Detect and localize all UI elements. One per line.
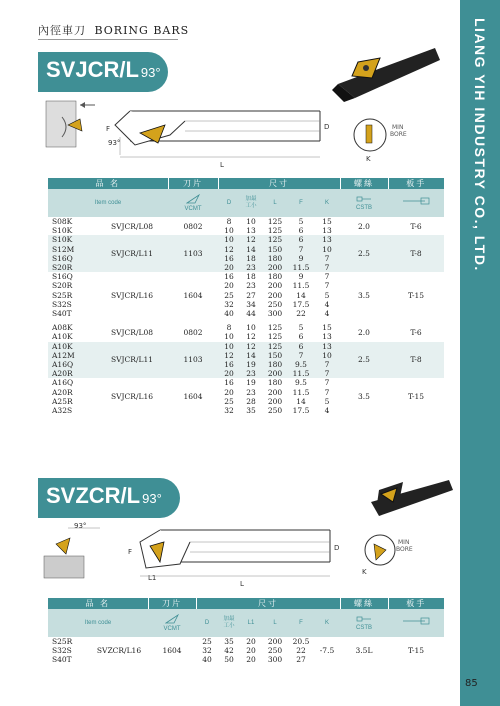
size-value: 20: [224, 369, 234, 379]
series-name: SVJCR/L11: [111, 249, 153, 259]
section2-title: [46, 483, 162, 509]
size-value: 7: [324, 272, 330, 282]
page-number: 85: [465, 678, 478, 689]
size-value: 7: [298, 244, 304, 254]
size-value: 15: [322, 323, 332, 333]
section2-header-row2: [48, 609, 444, 637]
size-value: 44: [246, 309, 256, 319]
size-value: 5: [324, 290, 330, 300]
section2-min-bore: MIN BORE: [396, 539, 413, 553]
section1-header-row1: [48, 178, 444, 189]
section1-dim-l: L: [220, 161, 224, 169]
h-screw-type-label: CSTB: [355, 205, 372, 211]
h-name: 品 名: [48, 178, 168, 189]
size-value: 32: [224, 299, 234, 309]
section1-dim-f: F: [106, 125, 111, 133]
item-code: A32S: [52, 406, 73, 416]
item-code: A25R: [52, 396, 73, 406]
size-value: 250: [267, 646, 283, 656]
table-row: [48, 217, 444, 226]
size-value: 200: [267, 637, 283, 646]
series-name: SVJCR/L11: [111, 355, 153, 365]
item-code: S25R: [52, 637, 73, 646]
size-value: 28: [246, 396, 256, 406]
size-value: 14: [296, 290, 306, 300]
size-value: 10: [322, 244, 332, 254]
size-value: 19: [246, 360, 256, 370]
size-value: 6: [298, 341, 304, 351]
section1-dim-angle: 93°: [108, 139, 121, 147]
h2-insert: 刀片: [148, 598, 196, 609]
size-value: 18: [246, 253, 256, 263]
size-value: 9: [298, 253, 304, 263]
item-code: S32S: [52, 646, 72, 656]
series-name: SVJCR/L16: [111, 392, 153, 402]
section1-dim-k: K: [366, 155, 371, 163]
size-value: 18: [246, 272, 256, 282]
item-code: S20R: [52, 281, 73, 291]
item-code: S40T: [52, 309, 72, 319]
size-value: 125: [267, 226, 283, 236]
size-value: 11.5: [292, 263, 310, 273]
section2-dim-l: L: [240, 580, 244, 588]
size-value: 14: [246, 244, 256, 254]
item-code: S20R: [52, 263, 73, 273]
item-code: A20R: [52, 369, 73, 379]
size-value: 7: [324, 263, 330, 273]
size-value: 7: [324, 378, 330, 388]
section1-name: SVJCR/L: [46, 57, 139, 82]
size-value: 12: [246, 341, 256, 351]
size-value: 250: [267, 406, 283, 416]
h2-wrench-icon-cell: [388, 609, 444, 637]
table-row: [48, 323, 444, 332]
size-value: 7: [298, 350, 304, 360]
item-code: S40T: [52, 655, 72, 665]
company-name: LIANG YIH INDUSTRY CO., LTD.: [472, 18, 488, 272]
h-wrench: 板手: [388, 178, 444, 189]
h2-wrench: 板手: [388, 598, 444, 609]
size-value: 9: [298, 272, 304, 282]
h-d: D: [218, 189, 240, 217]
h-k: K: [314, 189, 340, 217]
h2-size: 尺寸: [196, 598, 340, 609]
size-value: 200: [267, 396, 283, 406]
table-row: [48, 637, 444, 646]
size-value: 7: [324, 369, 330, 379]
size-value: 300: [267, 655, 283, 665]
table-row: [48, 235, 444, 244]
size-value: 16: [224, 378, 234, 388]
wrench-size: T-15: [407, 646, 425, 656]
screw-icon: [356, 195, 372, 203]
section2-tool-photo: [365, 472, 455, 522]
insert-code: 1103: [183, 249, 203, 259]
screw-size: 3.5: [358, 290, 370, 300]
size-value: 10: [224, 226, 234, 236]
item-code: A08K: [52, 323, 73, 333]
size-value: 23: [246, 369, 256, 379]
h2-l: L: [262, 609, 288, 637]
item-code: A16Q: [52, 360, 74, 370]
screw-size: 2.5: [358, 355, 370, 365]
header-cn-title: 內徑車刀: [38, 24, 86, 37]
size-value: 23: [246, 263, 256, 273]
size-value: 6: [298, 235, 304, 245]
h-screw-type: [340, 189, 388, 217]
h-insert: 刀片: [168, 178, 218, 189]
item-code: A10K: [52, 341, 73, 351]
size-value: 125: [267, 235, 283, 245]
size-value: 125: [267, 341, 283, 351]
h-min-bore: 加最 工小: [240, 189, 262, 217]
size-value: 14: [246, 350, 256, 360]
h2-d: D: [196, 609, 218, 637]
size-value: 16: [224, 360, 234, 370]
size-value: 150: [267, 350, 283, 360]
size-value: 5: [324, 396, 330, 406]
size-value: 20: [246, 655, 256, 665]
size-value: 180: [267, 360, 283, 370]
section1-dim-d: D: [324, 123, 330, 131]
h2-screw: 螺絲: [340, 598, 388, 609]
h-f: F: [288, 189, 314, 217]
size-value: 42: [224, 646, 234, 656]
wrench-size: T-15: [407, 290, 425, 300]
size-value: 13: [322, 341, 332, 351]
size-value: 125: [267, 323, 283, 333]
item-code: A10K: [52, 332, 73, 342]
section2-dim-angle: 93°: [74, 522, 87, 530]
size-value: 12: [224, 244, 234, 254]
size-value: 17.5: [292, 299, 310, 309]
table-row: [48, 272, 444, 281]
series-name: SVJCR/L08: [111, 327, 153, 337]
size-value: 200: [267, 369, 283, 379]
size-value: 13: [322, 235, 332, 245]
section2-name: SVZCR/L: [46, 483, 141, 508]
size-value: 9.5: [295, 378, 307, 388]
size-value: 16: [224, 253, 234, 263]
h2-screw-type: [340, 609, 388, 637]
size-value: 7: [324, 360, 330, 370]
item-code: S16Q: [52, 253, 73, 263]
insert-shape-icon: [186, 194, 200, 204]
size-value: 22: [296, 309, 306, 319]
section2-dim-d: D: [334, 544, 340, 552]
size-value: 10: [224, 341, 234, 351]
size-value: 20.5: [292, 637, 310, 646]
h-insert-type: [168, 189, 218, 217]
size-value: 13: [322, 226, 332, 236]
section1-spec-table: [48, 178, 444, 415]
h2-k: K: [314, 609, 340, 637]
h2-f: F: [288, 609, 314, 637]
insert-code: 0802: [183, 221, 203, 231]
size-value: 27: [296, 655, 306, 665]
size-value: 10: [224, 235, 234, 245]
size-value: 35: [246, 406, 256, 416]
h2-l1: L1: [240, 609, 262, 637]
screw-icon: [356, 615, 372, 623]
page-header: [38, 22, 189, 38]
screw-size: 2.5: [358, 249, 370, 259]
wrench-size: T-6: [410, 221, 422, 231]
section2-angle: 93°: [142, 491, 162, 506]
h2-name: 品 名: [48, 598, 148, 609]
h2-item-code: Item code: [48, 609, 148, 637]
section1-min-bore: MIN BORE: [390, 124, 407, 138]
size-value: 5: [298, 323, 304, 333]
h-insert-type-label: VCMT: [184, 206, 202, 212]
size-value: 4: [324, 309, 330, 319]
size-value: 7: [324, 253, 330, 263]
size-value: 10: [224, 332, 234, 342]
header-en-title: BORING BARS: [94, 24, 190, 37]
size-value: 20: [224, 281, 234, 291]
h-wrench-icon-cell: [388, 189, 444, 217]
size-value: 13: [246, 226, 256, 236]
section1-drawing: [40, 95, 440, 175]
section2-header-row1: [48, 598, 444, 609]
size-value: 300: [267, 309, 283, 319]
screw-size: 3.5L: [355, 646, 373, 656]
item-code: A12M: [52, 350, 75, 360]
size-value: 4: [324, 406, 330, 416]
section1-title: [46, 57, 161, 83]
screw-size: 3.5: [358, 392, 370, 402]
wrench-size: T-8: [410, 249, 422, 259]
item-code: S10K: [52, 235, 73, 245]
h-screw: 螺絲: [340, 178, 388, 189]
section2-dim-k: K: [362, 568, 367, 576]
h-item-code: Item code: [48, 189, 168, 217]
size-value: 7: [324, 281, 330, 291]
section1-angle: 93°: [140, 65, 161, 80]
size-value: 20: [246, 637, 256, 646]
size-value: 180: [267, 253, 283, 263]
size-value: 12: [246, 235, 256, 245]
series-name: SVJCR/L08: [111, 221, 153, 231]
size-value: 12: [224, 350, 234, 360]
size-value: 11.5: [292, 369, 310, 379]
size-value: 180: [267, 272, 283, 282]
item-code: A16Q: [52, 378, 74, 388]
size-value: 40: [224, 309, 234, 319]
size-value: 10: [322, 350, 332, 360]
section2-spec-table: [48, 598, 444, 665]
size-value: 200: [267, 281, 283, 291]
size-value: 25: [224, 290, 234, 300]
size-value: 25: [224, 396, 234, 406]
size-value: 19: [246, 378, 256, 388]
size-value: 11.5: [292, 281, 310, 291]
section2-drawing: [40, 520, 440, 595]
size-value: 34: [246, 299, 256, 309]
size-value: 27: [246, 290, 256, 300]
screw-size: 2.0: [358, 327, 370, 337]
h2-min-bore: 加最 工小: [218, 609, 240, 637]
wrench-size: T-15: [407, 392, 425, 402]
item-code: S12M: [52, 244, 75, 254]
size-value: 17.5: [292, 406, 310, 416]
size-value: 12: [246, 332, 256, 342]
section2-dim-l1: L1: [148, 574, 157, 582]
h2-insert-type: [148, 609, 196, 637]
size-value: 35: [224, 637, 234, 646]
size-value: 50: [224, 655, 234, 665]
section1-header-row2: [48, 189, 444, 217]
h2-screw-type-label: CSTB: [355, 625, 372, 631]
section2-dim-f: F: [128, 548, 133, 556]
size-value: 25: [202, 637, 212, 646]
size-value: 5: [298, 217, 304, 226]
size-value: 150: [267, 244, 283, 254]
size-value: 13: [322, 332, 332, 342]
item-code: S32S: [52, 299, 72, 309]
size-value: 8: [226, 217, 232, 226]
item-code: S16Q: [52, 272, 73, 282]
size-value: 20: [224, 263, 234, 273]
size-value: 23: [246, 281, 256, 291]
size-value: 125: [267, 332, 283, 342]
series-name: SVJCR/L16: [111, 290, 153, 300]
size-value: 180: [267, 378, 283, 388]
size-value: 6: [298, 332, 304, 342]
section1-banner: [38, 52, 168, 92]
item-code: A20R: [52, 387, 73, 397]
item-code: S08K: [52, 217, 73, 226]
h2-insert-type-label: VCMT: [163, 626, 181, 632]
size-value: 4: [324, 299, 330, 309]
insert-code: 1604: [162, 646, 182, 656]
header-rule: [38, 39, 178, 40]
size-value: 32: [202, 646, 212, 656]
size-value: 200: [267, 263, 283, 273]
size-value: 14: [296, 396, 306, 406]
wrench-size: T-6: [410, 327, 422, 337]
size-value: 40: [202, 655, 212, 665]
size-value: 200: [267, 387, 283, 397]
size-value: 22: [296, 646, 306, 656]
k-value: -7.5: [319, 646, 335, 656]
size-value: 10: [246, 323, 256, 333]
size-value: 32: [224, 406, 234, 416]
insert-shape-icon: [165, 614, 179, 624]
h-l: L: [262, 189, 288, 217]
item-code: S10K: [52, 226, 73, 236]
size-value: 250: [267, 299, 283, 309]
insert-code: 1604: [183, 392, 203, 402]
insert-code: 1103: [183, 355, 203, 365]
h-size: 尺寸: [218, 178, 340, 189]
size-value: 125: [267, 217, 283, 226]
wrench-size: T-8: [410, 355, 422, 365]
insert-code: 0802: [183, 327, 203, 337]
size-value: 8: [226, 323, 232, 333]
size-value: 20: [224, 387, 234, 397]
size-value: 200: [267, 290, 283, 300]
size-value: 11.5: [292, 387, 310, 397]
size-value: 10: [246, 217, 256, 226]
size-value: 9.5: [295, 360, 307, 370]
size-value: 20: [246, 646, 256, 656]
size-value: 23: [246, 387, 256, 397]
insert-code: 1604: [183, 290, 203, 300]
item-code: S25R: [52, 290, 73, 300]
size-value: 7: [324, 387, 330, 397]
wrench-icon: [401, 197, 431, 207]
table-row: [48, 342, 444, 351]
size-value: 16: [224, 272, 234, 282]
section2-banner: [38, 478, 180, 518]
size-value: 15: [322, 217, 332, 226]
screw-size: 2.0: [358, 221, 370, 231]
table-row: [48, 378, 444, 387]
size-value: 6: [298, 226, 304, 236]
series-name: SVZCR/L16: [96, 646, 142, 656]
wrench-icon: [401, 617, 431, 627]
